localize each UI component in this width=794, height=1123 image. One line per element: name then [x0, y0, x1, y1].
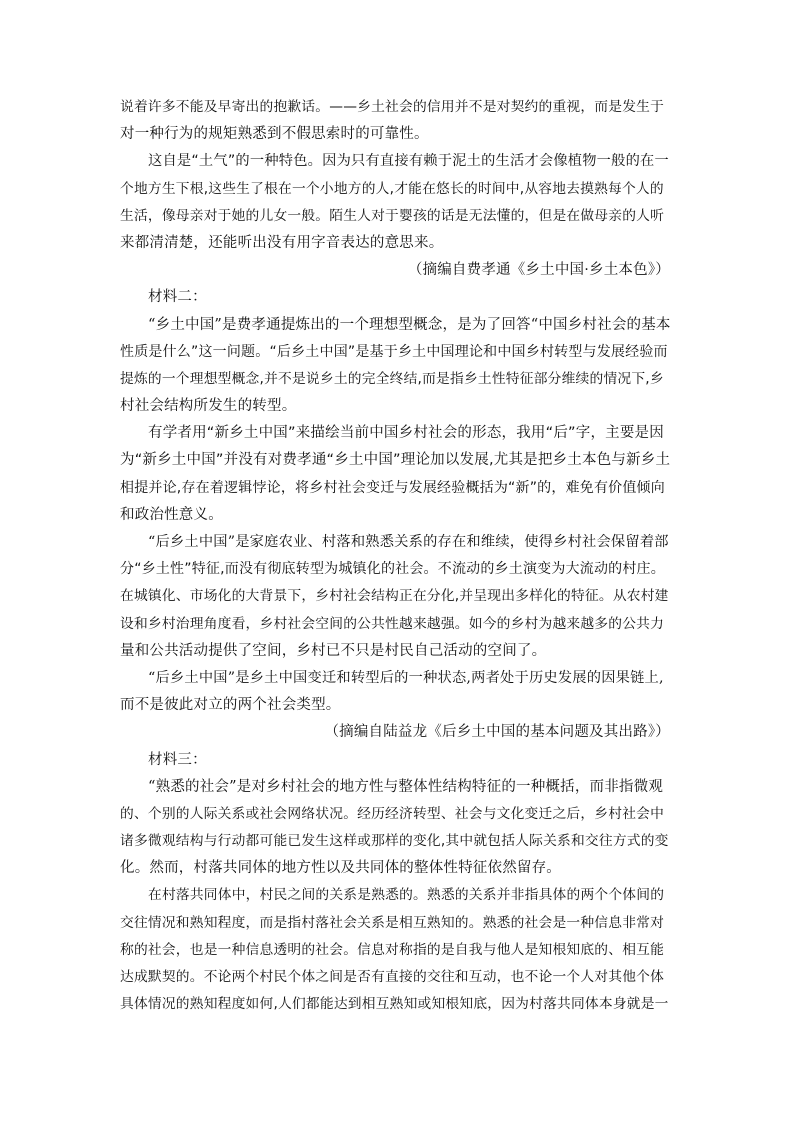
text-line: 诸多微观结构与行动都可能已发生这样或那样的变化,其中就包括人际关系和交往方式的变 — [120, 833, 669, 850]
text-line: 达成默契的。不论两个村民个体之间是否有直接的交往和互动，也不论一个人对其他个体 — [120, 969, 665, 985]
text-line: 对一种行为的规矩熟悉到不假思索时的可靠性。 — [120, 126, 429, 143]
text-line: 提炼的一个理想型概念,并不是说乡土的完全终结,而是指乡土性特征部分维续的情况下,乡 — [120, 370, 664, 387]
text-line: 在城镇化、市场化的大背景下，乡村社会结构正在分化,并呈现出多样化的特征。从农村建 — [120, 588, 669, 605]
text-line: 在村落共同体中，村民之间的关系是熟悉的。熟悉的关系并非指具体的两个个体间的 — [148, 887, 665, 904]
text-line: 量和公共活动提供了空间，乡村已不只是村民自己活动的空间了。 — [120, 642, 547, 659]
text-line: 化。然而，村落共同体的地方性以及共同体的整体性特征依然留存。 — [120, 860, 561, 877]
document-page — [120, 94, 672, 1018]
text-line: 设和乡村治理角度看，乡村社会空间的公共性越来越强。如今的乡村为越来越多的公共力 — [120, 615, 665, 632]
text-line: 称的社会，也是一种信息透明的社会。信息对称指的是自我与他人是知根知底的、相互能 — [120, 941, 665, 958]
text-line: “后乡土中国”是乡土中国变迁和转型后的一种状态,两者处于历史发展的因果链上, — [148, 669, 664, 686]
text-line: 的、个别的人际关系或社会网络状况。经历经济转型、社会与文化变迁之后，乡村社会中 — [120, 805, 665, 822]
text-line: 说着许多不能及早寄出的抱歉话。——乡土社会的信用并不是对契约的重视，而是发生于 — [120, 99, 665, 115]
text-line: “后乡土中国”是家庭农业、村落和熟悉关系的存在和维续，使得乡村社会保留着部 — [148, 534, 669, 550]
source-citation-line: （摘编自陆益龙《后乡土中国的基本问题及其出路》） — [324, 724, 670, 741]
text-line: 交往情况和熟知程度，而是指村落社会关系是相互熟知的。熟悉的社会是一种信息非常对 — [120, 914, 665, 931]
text-line: 性质是什么”这一问题。“后乡土中国”是基于乡土中国理论和中国乡村转型与发展经验而 — [120, 343, 668, 360]
text-line: 材料二： — [148, 289, 207, 306]
text-line: 材料三： — [148, 751, 207, 768]
text-line: “乡土中国”是费孝通提炼出的一个理想型概念，是为了回答“中国乡村社会的基本 — [148, 316, 671, 333]
text-line: 生活，像母亲对于她的儿女一般。陌生人对于婴孩的话是无法懂的，但是在做母亲的人听 — [120, 207, 665, 224]
text-line: 具体情况的熟知程度如何,人们都能达到相互熟知或知根知底，因为村落共同体本身就是一 — [120, 996, 669, 1013]
text-line: 个地方生下根,这些生了根在一个小地方的人,才能在悠长的时间中,从容地去摸熟每个人的 — [120, 180, 664, 197]
text-line: 而不是彼此对立的两个社会类型。 — [120, 697, 341, 714]
text-line: 相提并论,存在着逻辑悖论，将乡村社会变迁与发展经验概括为“新”的，难免有价值倾向 — [120, 479, 665, 496]
text-line: 分“乡土性”特征,而没有彻底转型为城镇化的社会。不流动的乡土演变为大流动的村庄。 — [120, 561, 665, 578]
source-citation-line: （摘编自费孝通《乡土中国·乡土本色》） — [407, 262, 670, 279]
text-line: 这自是“土气”的一种特色。因为只有直接有赖于泥土的生活才会像植物一般的在一 — [148, 153, 669, 170]
text-line: “熟悉的社会”是对乡村社会的地方性与整体性结构特征的一种概括，而非指微观 — [148, 778, 664, 795]
text-line: 村社会结构所发生的转型。 — [120, 398, 297, 415]
text-line: 和政治性意义。 — [120, 506, 223, 523]
text-line: 来都清清楚，还能听出没有用字音表达的意思来。 — [120, 234, 444, 251]
text-line: 为“新乡土中国”并没有对费孝通“乡土中国”理论加以发展,尤其是把乡土本色与新乡土 — [120, 452, 671, 469]
text-line: 有学者用“新乡土中国”来描绘当前中国乡村社会的形态，我用“后”字，主要是因 — [148, 425, 664, 442]
